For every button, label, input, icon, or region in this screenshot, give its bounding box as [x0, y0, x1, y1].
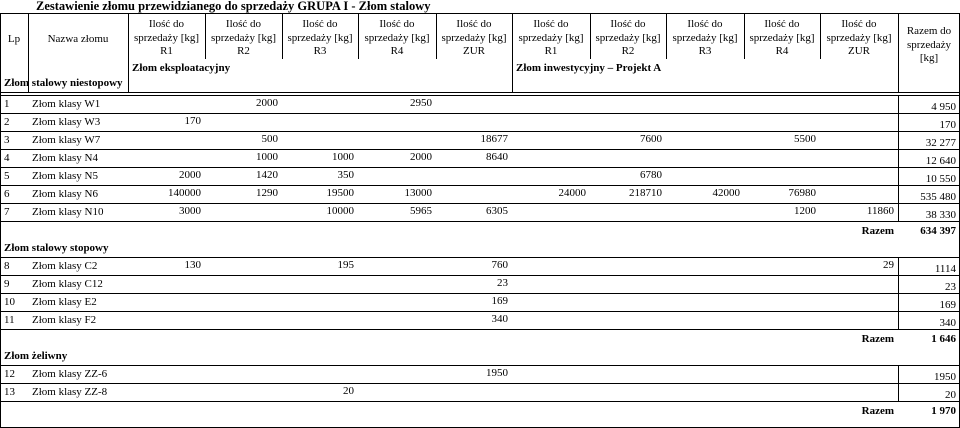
row-value: 140000 [168, 187, 201, 199]
header-col: Ilość do sprzedaży [kg] R1 [518, 18, 584, 57]
row-name: Złom klasy E2 [32, 296, 97, 308]
grid-line [512, 13, 513, 92]
row-value: 29 [883, 259, 894, 271]
row-lp: 2 [4, 116, 10, 128]
row-name: Złom klasy ZZ-8 [32, 386, 108, 398]
row-total: 170 [939, 119, 956, 131]
row-value: 5500 [794, 133, 816, 145]
row-lp: 13 [4, 386, 15, 398]
row-name: Złom klasy W7 [32, 134, 101, 146]
row-value: 350 [337, 169, 354, 181]
grid-line [898, 167, 899, 185]
grid-line [898, 383, 899, 401]
header-col: Ilość do sprzedaży [kg] R2 [595, 18, 661, 57]
row-name: Złom klasy W3 [32, 116, 101, 128]
row-value: 19500 [326, 187, 354, 199]
grid-line [898, 131, 899, 149]
row-value: 170 [184, 115, 201, 127]
scrap-table [0, 13, 960, 428]
grid-line [0, 92, 960, 93]
grid-line [820, 13, 821, 59]
grid-line [0, 401, 960, 402]
section-sum: 1 646 [931, 333, 956, 345]
row-name: Złom klasy C12 [32, 278, 103, 290]
row-value: 1950 [486, 367, 508, 379]
grid-line [898, 113, 899, 131]
row-total: 12 640 [925, 155, 956, 167]
grid-line [0, 329, 960, 330]
row-lp: 5 [4, 170, 10, 182]
row-total: 20 [945, 389, 956, 401]
grid-line [898, 203, 899, 221]
row-name: Złom klasy N10 [32, 206, 104, 218]
row-lp: 9 [4, 278, 10, 290]
row-value: 10000 [326, 205, 354, 217]
grid-line [0, 167, 960, 168]
row-value: 2000 [410, 151, 432, 163]
grid-line [898, 257, 899, 275]
grid-line [0, 293, 960, 294]
row-value: 1420 [256, 169, 278, 181]
row-lp: 10 [4, 296, 15, 308]
grid-line [898, 13, 899, 92]
row-value: 7600 [640, 133, 662, 145]
row-lp: 4 [4, 152, 10, 164]
row-value: 130 [184, 259, 201, 271]
row-value: 42000 [712, 187, 740, 199]
header-lp: Lp [7, 33, 21, 45]
row-total: 23 [945, 281, 956, 293]
row-value: 2950 [410, 97, 432, 109]
grid-line [0, 257, 960, 258]
grid-line [898, 311, 899, 329]
section-sum-label: Razem [861, 405, 894, 417]
grid-line [0, 13, 960, 14]
section-title: Złom stalowy stopowy [4, 242, 109, 254]
header-col: Ilość do sprzedaży [kg] R4 [749, 18, 815, 57]
row-value: 195 [337, 259, 354, 271]
row-value: 11860 [866, 205, 894, 217]
grid-line [436, 13, 437, 59]
grid-line [0, 131, 960, 132]
row-value: 760 [491, 259, 508, 271]
row-value: 340 [491, 313, 508, 325]
row-total: 38 330 [925, 209, 956, 221]
row-value: 1290 [256, 187, 278, 199]
row-value: 6780 [640, 169, 662, 181]
grid-line [744, 13, 745, 59]
section-sum-label: Razem [861, 333, 894, 345]
row-lp: 8 [4, 260, 10, 272]
row-value: 1000 [256, 151, 278, 163]
grid-line [358, 13, 359, 59]
row-total: 1114 [934, 263, 956, 275]
header-col: Ilość do sprzedaży [kg] R2 [210, 18, 277, 57]
grid-line [0, 185, 960, 186]
header-col: Ilość do sprzedaży [kg] R4 [364, 18, 430, 57]
row-value: 3000 [179, 205, 201, 217]
section-title: Złom stalowy niestopowy [4, 77, 123, 89]
row-name: Złom klasy ZZ-6 [32, 368, 108, 380]
grid-line [0, 149, 960, 150]
row-value: 2000 [256, 97, 278, 109]
grid-line [0, 113, 960, 114]
grid-line [898, 149, 899, 167]
row-value: 76980 [788, 187, 816, 199]
row-value: 5965 [410, 205, 432, 217]
row-name: Złom klasy C2 [32, 260, 98, 272]
header-col: Ilość do sprzedaży [kg] ZUR [441, 18, 507, 57]
row-name: Złom klasy N5 [32, 170, 98, 182]
grid-line [590, 13, 591, 59]
row-value: 6305 [486, 205, 508, 217]
row-value: 218710 [629, 187, 662, 199]
page-title: Zestawienie złomu przewidzianego do sprzedaży GRUPA I - Złom stalowy [36, 0, 431, 13]
row-lp: 3 [4, 134, 10, 146]
grid-line [898, 185, 899, 203]
row-name: Złom klasy N6 [32, 188, 98, 200]
row-value: 18677 [480, 133, 508, 145]
header-col: Ilość do sprzedaży [kg] R1 [133, 18, 200, 57]
grid-line [0, 203, 960, 204]
row-name: Złom klasy W1 [32, 98, 101, 110]
row-total: 10 550 [925, 173, 956, 185]
header-group-investment: Złom inwestycyjny – Projekt A [516, 62, 662, 74]
header-name: Nazwa złomu [47, 33, 109, 45]
header-col: Ilość do sprzedaży [kg] R3 [672, 18, 738, 57]
grid-line [0, 311, 960, 312]
row-value: 500 [261, 133, 278, 145]
grid-line [898, 275, 899, 293]
row-value: 24000 [558, 187, 586, 199]
row-name: Złom klasy F2 [32, 314, 97, 326]
grid-line [898, 293, 899, 311]
section-title: Złom żeliwny [4, 350, 68, 362]
grid-line [0, 365, 960, 366]
row-value: 169 [491, 295, 508, 307]
row-lp: 11 [4, 314, 15, 326]
row-total: 535 480 [920, 191, 956, 203]
grid-line [666, 13, 667, 59]
grid-line [898, 95, 899, 113]
header-col: Ilość do sprzedaży [kg] ZUR [826, 18, 892, 57]
grid-line [898, 365, 899, 383]
grid-line [0, 383, 960, 384]
row-total: 1950 [934, 371, 956, 383]
row-total: 169 [939, 299, 956, 311]
grid-line [205, 13, 206, 59]
row-value: 1200 [794, 205, 816, 217]
row-value: 20 [343, 385, 354, 397]
row-value: 13000 [404, 187, 432, 199]
row-total: 4 950 [931, 101, 956, 113]
row-total: 340 [939, 317, 956, 329]
section-sum: 1 970 [931, 405, 956, 417]
row-lp: 1 [4, 98, 10, 110]
grid-line [282, 13, 283, 59]
header-total: Razem do sprzedaży [kg] [906, 25, 952, 64]
section-sum: 634 397 [920, 225, 956, 237]
row-lp: 6 [4, 188, 10, 200]
row-lp: 7 [4, 206, 10, 218]
row-name: Złom klasy N4 [32, 152, 98, 164]
row-value: 2000 [179, 169, 201, 181]
row-value: 23 [497, 277, 508, 289]
grid-line [0, 95, 960, 96]
grid-line [0, 221, 960, 222]
grid-line [0, 275, 960, 276]
section-sum-label: Razem [861, 225, 894, 237]
row-value: 1000 [332, 151, 354, 163]
header-col: Ilość do sprzedaży [kg] R3 [287, 18, 353, 57]
row-total: 32 277 [925, 137, 956, 149]
header-group-exploitation: Złom eksploatacyjny [132, 62, 231, 74]
row-lp: 12 [4, 368, 15, 380]
row-value: 8640 [486, 151, 508, 163]
